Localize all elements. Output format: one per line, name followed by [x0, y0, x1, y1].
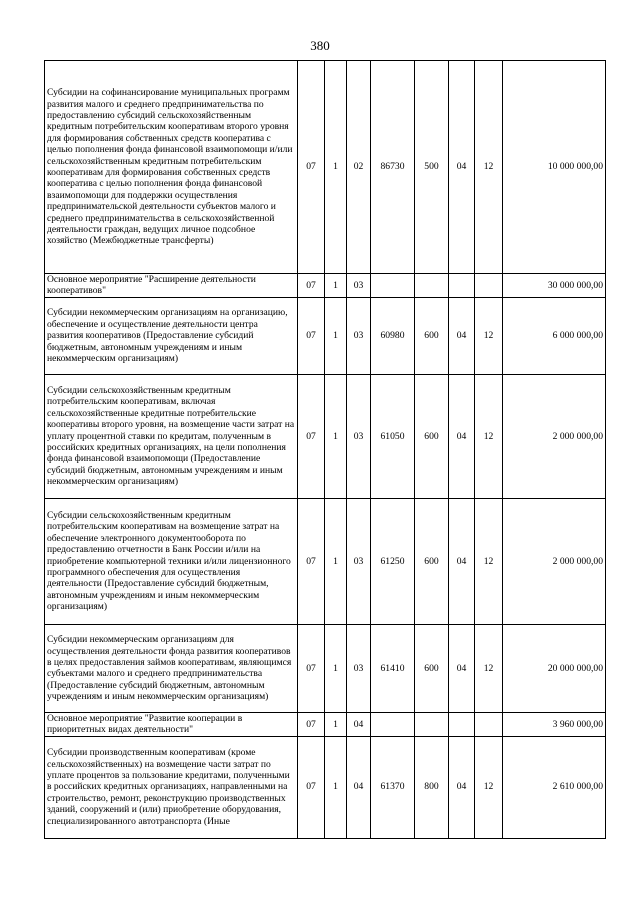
row-name-cell: Субсидии сельскохозяйственным кредитным потребительским кооперативам на возмещение затрат на обеспечение электронного документооборота по предоставлению отчетности в Банк России и/или на приобретение компьютерной техники и/или лицензионного программного обеспечения для осуществления деятельности (Предоставление субсидий бюджетным, автономным учреждениям и иным некоммерческим организациям) — [45, 498, 298, 624]
expense-type-cell: 600 — [415, 374, 449, 498]
table-row — [45, 498, 606, 624]
amount-cell: 30 000 000,00 — [503, 274, 606, 298]
program-code-cell: 07 — [298, 374, 325, 498]
activity-code-cell: 02 — [347, 61, 371, 274]
direction-code-cell: 86730 — [371, 61, 415, 274]
amount-cell: 2 000 000,00 — [503, 498, 606, 624]
expense-type-cell: 500 — [415, 61, 449, 274]
subsection-cell — [475, 274, 503, 298]
table-row — [45, 61, 606, 274]
subsection-cell: 12 — [475, 61, 503, 274]
subprogram-code-cell: 1 — [325, 274, 347, 298]
budget-table — [44, 60, 606, 839]
row-name-cell: Основное мероприятие "Расширение деятельности кооперативов" — [45, 274, 298, 298]
row-name-cell: Субсидии некоммерческим организациям для осуществления деятельности фонда развития кооперативов в целях предоставления займов кооперативам, являющимся субъектами малого и среднего предпринимательства (Предоставление субсидий бюджетным, автономным учреждениям и иным некоммерческим организациям) — [45, 624, 298, 712]
direction-code-cell — [371, 712, 415, 736]
expense-type-cell: 800 — [415, 736, 449, 838]
expense-type-cell: 600 — [415, 297, 449, 374]
section-cell: 04 — [449, 498, 475, 624]
amount-cell: 10 000 000,00 — [503, 61, 606, 274]
activity-code-cell: 04 — [347, 736, 371, 838]
table-row — [45, 374, 606, 498]
table-row — [45, 712, 606, 736]
direction-code-cell: 60980 — [371, 297, 415, 374]
subsection-cell: 12 — [475, 374, 503, 498]
program-code-cell: 07 — [298, 712, 325, 736]
amount-cell: 2 610 000,00 — [503, 736, 606, 838]
row-name-cell: Субсидии сельскохозяйственным кредитным потребительским кооперативам, включая сельскохозяйственные кредитные потребительские кооперативы второго уровня, на возмещение части затрат на уплату процентной ставки по кредитам, полученным в российских кредитных организациях, на цели пополнения фонда финансовой взаимопомощи (Предоставление субсидий бюджетным, автономным учреждениям и иным некоммерческим организациям) — [45, 374, 298, 498]
subprogram-code-cell: 1 — [325, 712, 347, 736]
subprogram-code-cell: 1 — [325, 297, 347, 374]
section-cell — [449, 712, 475, 736]
section-cell: 04 — [449, 624, 475, 712]
subsection-cell — [475, 712, 503, 736]
program-code-cell: 07 — [298, 274, 325, 298]
subprogram-code-cell: 1 — [325, 61, 347, 274]
table-row — [45, 736, 606, 838]
section-cell: 04 — [449, 374, 475, 498]
direction-code-cell: 61250 — [371, 498, 415, 624]
direction-code-cell — [371, 274, 415, 298]
section-cell — [449, 274, 475, 298]
activity-code-cell: 03 — [347, 374, 371, 498]
activity-code-cell: 03 — [347, 297, 371, 374]
amount-cell: 20 000 000,00 — [503, 624, 606, 712]
program-code-cell: 07 — [298, 624, 325, 712]
row-name-cell: Субсидии производственным кооперативам (кроме сельскохозяйственных) на возмещение части затрат по уплате процентов за пользование кредитами, полученными в российских кредитных организациях, направленными на строительство, ремонт, реконструкцию производственных зданий, сооружений и (или) приобретение оборудования, специализированного автотранспорта (Иные — [45, 736, 298, 838]
amount-cell: 2 000 000,00 — [503, 374, 606, 498]
expense-type-cell: 600 — [415, 624, 449, 712]
program-code-cell: 07 — [298, 297, 325, 374]
direction-code-cell: 61050 — [371, 374, 415, 498]
activity-code-cell: 04 — [347, 712, 371, 736]
section-cell: 04 — [449, 736, 475, 838]
subprogram-code-cell: 1 — [325, 498, 347, 624]
page-number: 380 — [310, 38, 330, 53]
program-code-cell: 07 — [298, 61, 325, 274]
subprogram-code-cell: 1 — [325, 736, 347, 838]
row-name-cell: Основное мероприятие "Развитие кооперации в приоритетных видах деятельности" — [45, 712, 298, 736]
section-cell: 04 — [449, 297, 475, 374]
section-cell: 04 — [449, 61, 475, 274]
subsection-cell: 12 — [475, 498, 503, 624]
amount-cell: 6 000 000,00 — [503, 297, 606, 374]
row-name-cell: Субсидии на софинансирование муниципальных программ развития малого и среднего предпринимательства по предоставлению субсидий сельскохозяйственным кредитным потребительским кооперативам второго уровня для формирования собственных средств кооператива с целью пополнения фонда финансовой взаимопомощи и/или сельскохозяйственным кредитным потребительским кооперативам для формирования собственных средств кооператива с целью пополнения фонда финансовой взаимопомощи для поддержки осуществления предпринимательской деятельности субъектов малого и среднего предпринимательства в сельскохозяйственной деятельности граждан, ведущих личное подсобное хозяйство (Межбюджетные трансферты) — [45, 61, 298, 274]
program-code-cell: 07 — [298, 736, 325, 838]
activity-code-cell: 03 — [347, 498, 371, 624]
program-code-cell: 07 — [298, 498, 325, 624]
row-name-cell: Субсидии некоммерческим организациям на организацию, обеспечение и осуществление деятельности центра развития кооперативов (Предоставление субсидий бюджетным, автономным учреждениям и иным некоммерческим организациям) — [45, 297, 298, 374]
subprogram-code-cell: 1 — [325, 624, 347, 712]
table-row — [45, 297, 606, 374]
expense-type-cell — [415, 712, 449, 736]
subsection-cell: 12 — [475, 297, 503, 374]
expense-type-cell — [415, 274, 449, 298]
table-row — [45, 624, 606, 712]
amount-cell: 3 960 000,00 — [503, 712, 606, 736]
table-row — [45, 274, 606, 298]
subprogram-code-cell: 1 — [325, 374, 347, 498]
direction-code-cell: 61410 — [371, 624, 415, 712]
activity-code-cell: 03 — [347, 624, 371, 712]
expense-type-cell: 600 — [415, 498, 449, 624]
subsection-cell: 12 — [475, 624, 503, 712]
subsection-cell: 12 — [475, 736, 503, 838]
activity-code-cell: 03 — [347, 274, 371, 298]
direction-code-cell: 61370 — [371, 736, 415, 838]
